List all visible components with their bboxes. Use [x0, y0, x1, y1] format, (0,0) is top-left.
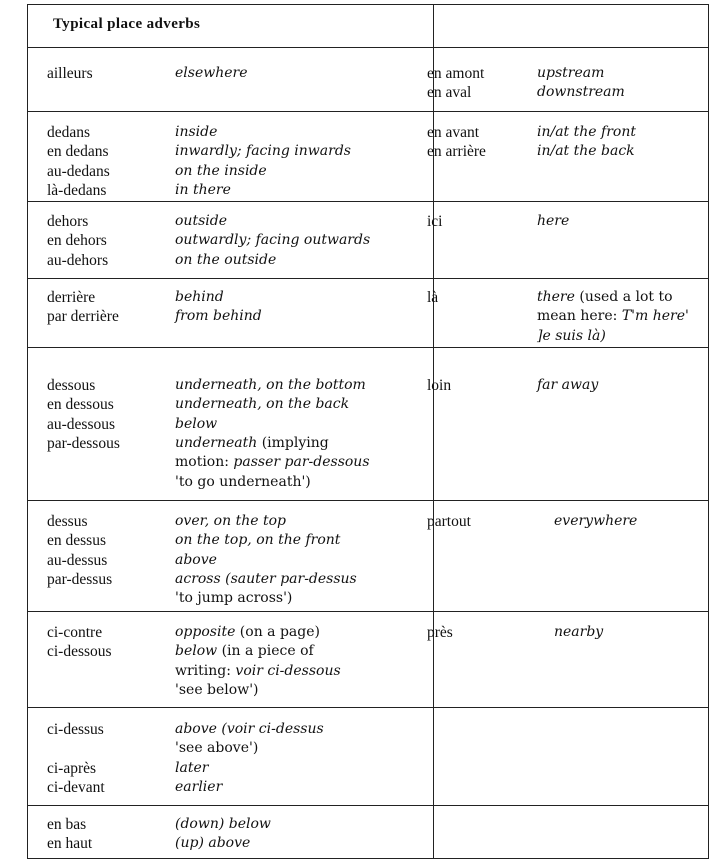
gloss-segment: T'm here'	[621, 308, 689, 325]
adverb-term: dessous	[47, 377, 96, 394]
adverb-gloss	[175, 623, 320, 642]
adverb-term: près	[427, 624, 453, 641]
gloss-segment: upstream	[537, 65, 605, 81]
adverb-term: en haut	[47, 835, 93, 853]
row-separator	[28, 47, 708, 48]
adverb-term: en avant	[427, 124, 480, 141]
gloss-segment: underneath	[175, 434, 258, 451]
adverb-term: en dehors	[47, 232, 107, 250]
adverb-gloss	[537, 142, 635, 161]
adverb-term: ci-contre	[47, 624, 103, 641]
adverb-gloss	[175, 181, 231, 200]
adverb-gloss	[537, 64, 604, 83]
adverb-gloss	[175, 815, 271, 834]
place-adverbs-table	[27, 4, 709, 859]
adverb-gloss	[175, 681, 259, 700]
adverb-term: ci-devant	[47, 778, 105, 796]
gloss-segment: on the outside	[175, 251, 277, 268]
gloss-segment: (down) below	[175, 816, 271, 832]
adverb-gloss	[175, 662, 341, 681]
gloss-segment: from behind	[175, 308, 262, 325]
adverb-gloss	[554, 512, 637, 531]
table-row	[28, 47, 708, 111]
table-row	[28, 707, 708, 805]
adverb-term: par derrière	[47, 308, 119, 326]
adverb-gloss	[537, 212, 569, 231]
adverb-gloss	[537, 288, 673, 307]
adverb-gloss	[175, 64, 248, 83]
gloss-segment: outwardly; facing outwards	[175, 232, 371, 249]
gloss-segment: above	[175, 551, 217, 568]
gloss-segment: across (sauter par-dessus	[175, 570, 357, 587]
table-row	[28, 278, 708, 347]
gloss-segment: underneath, on the bottom	[175, 377, 366, 393]
gloss-segment: over, on the top	[175, 513, 286, 529]
gloss-segment: 'to go underneath')	[175, 473, 311, 490]
adverb-term: au-dedans	[47, 162, 110, 180]
adverb-gloss	[175, 415, 217, 434]
adverb-gloss	[175, 395, 349, 414]
gloss-segment: 'to jump across')	[175, 590, 293, 607]
adverb-gloss	[175, 231, 370, 250]
gloss-segment: below	[175, 415, 218, 432]
gloss-segment: below	[175, 643, 218, 660]
adverb-gloss	[537, 376, 598, 395]
adverb-term: dessus	[47, 513, 88, 530]
row-separator	[28, 347, 708, 348]
gloss-segment: here	[537, 213, 570, 229]
adverb-term: au-dehors	[47, 251, 109, 269]
adverb-gloss	[175, 123, 217, 142]
gloss-segment: everywhere	[554, 513, 638, 529]
adverb-term: au-dessus	[47, 551, 108, 569]
adverb-gloss	[175, 642, 314, 661]
adverb-term: ci-après	[47, 759, 97, 777]
adverb-gloss	[175, 570, 357, 589]
row-separator	[28, 805, 708, 806]
adverb-gloss	[175, 142, 351, 161]
gloss-segment: on the top, on the front	[175, 532, 341, 549]
adverb-term: partout	[427, 513, 471, 530]
adverb-term: derrière	[47, 289, 96, 306]
adverb-gloss	[175, 307, 262, 326]
adverb-gloss	[175, 162, 267, 181]
table-title: Typical place adverbs	[53, 16, 201, 32]
adverb-term: en bas	[47, 816, 87, 833]
adverb-gloss	[175, 720, 324, 739]
adverb-gloss	[175, 739, 258, 758]
gloss-segment: (on a page)	[235, 624, 320, 640]
row-separator	[28, 278, 708, 279]
gloss-segment: inwardly; facing inwards	[175, 143, 351, 160]
adverb-gloss	[175, 288, 224, 307]
gloss-segment: mean here:	[537, 308, 622, 325]
adverb-term: ici	[427, 213, 443, 230]
gloss-segment: in/at the front	[537, 124, 636, 140]
gloss-segment: (in a piece of	[217, 643, 314, 660]
row-separator	[28, 611, 708, 612]
gloss-segment: behind	[175, 289, 224, 305]
adverb-gloss	[537, 83, 625, 102]
gloss-segment: writing:	[175, 662, 236, 679]
adverb-gloss	[537, 307, 689, 326]
gloss-segment: ]e suis là)	[537, 327, 606, 344]
gloss-segment: (used a lot to	[574, 289, 673, 305]
table-row	[28, 500, 708, 611]
gloss-segment: motion:	[175, 454, 234, 471]
gloss-segment: elsewhere	[175, 65, 248, 81]
table-row	[28, 201, 708, 278]
adverb-term: en dessus	[47, 532, 106, 550]
adverb-gloss	[175, 251, 276, 270]
gloss-segment: passer par-dessous	[233, 454, 370, 471]
adverb-gloss	[175, 551, 217, 570]
gloss-segment: outside	[175, 213, 227, 229]
adverb-gloss	[175, 434, 329, 453]
gloss-segment: earlier	[175, 778, 223, 795]
row-separator	[28, 500, 708, 501]
adverb-gloss	[175, 778, 222, 797]
adverb-gloss	[175, 759, 208, 778]
adverb-gloss	[175, 589, 292, 608]
gloss-segment: on the inside	[175, 162, 267, 179]
adverb-term: dedans	[47, 124, 91, 141]
gloss-segment: far away	[537, 377, 599, 393]
gloss-segment: there	[537, 289, 575, 305]
gloss-segment: in/at the back	[537, 143, 635, 160]
adverb-gloss	[175, 531, 340, 550]
adverb-term: ci-dessous	[47, 643, 112, 661]
adverb-term: au-dessous	[47, 415, 116, 433]
gloss-segment: underneath, on the back	[175, 396, 350, 413]
adverb-term: ci-dessus	[47, 721, 104, 738]
row-separator	[28, 201, 708, 202]
adverb-gloss	[175, 473, 311, 492]
row-separator	[28, 111, 708, 112]
gloss-segment: nearby	[554, 624, 604, 640]
gloss-segment: inside	[175, 124, 218, 140]
adverb-term: ailleurs	[47, 65, 93, 82]
row-separator	[28, 707, 708, 708]
table-row	[28, 805, 708, 860]
adverb-gloss	[537, 327, 606, 346]
gloss-segment: later	[175, 759, 209, 776]
gloss-segment: in there	[175, 181, 231, 198]
adverb-gloss	[175, 512, 286, 531]
adverb-term: en dedans	[47, 143, 109, 161]
adverb-term: dehors	[47, 213, 89, 230]
gloss-segment: (up) above	[175, 835, 251, 852]
gloss-segment: voir ci-dessous	[235, 662, 341, 679]
gloss-segment: above (voir ci-dessus	[175, 721, 324, 737]
gloss-segment: 'see below')	[175, 681, 259, 698]
table-row	[28, 611, 708, 707]
adverb-term: en arrière	[427, 143, 486, 161]
gloss-segment: 'see above')	[175, 740, 259, 757]
adverb-term: là	[427, 289, 439, 306]
adverb-term: en dessous	[47, 396, 114, 414]
adverb-gloss	[175, 834, 250, 853]
gloss-segment: (implying	[257, 434, 329, 451]
adverb-term: en amont	[427, 65, 485, 82]
adverb-term: loin	[427, 377, 452, 394]
adverb-term: là-dedans	[47, 181, 107, 199]
gloss-segment: downstream	[537, 84, 625, 101]
adverb-gloss	[175, 453, 370, 472]
adverb-gloss	[175, 376, 366, 395]
adverb-gloss	[554, 623, 603, 642]
adverb-term: en aval	[427, 84, 472, 102]
gloss-segment: opposite	[175, 624, 236, 640]
table-row	[28, 111, 708, 201]
table-row	[28, 347, 708, 500]
adverb-gloss	[537, 123, 636, 142]
adverb-term: par-dessus	[47, 570, 113, 588]
adverb-term: par-dessous	[47, 434, 120, 452]
adverb-gloss	[175, 212, 227, 231]
